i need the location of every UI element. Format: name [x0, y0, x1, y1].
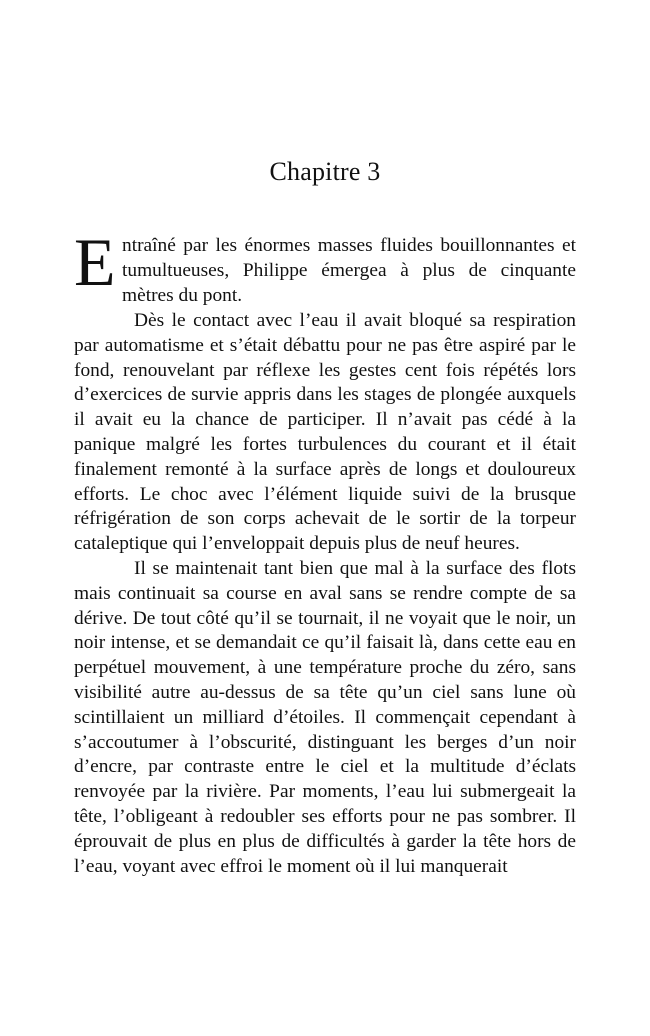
drop-cap-letter: E — [74, 224, 116, 300]
body-paragraph-2: Il se maintenait tant bien que mal à la surface des flots mais continuait sa course en aval sans se rendre compte de sa dérive. De tout côté qu’il se tournait, il ne voyait que le noir, un noir intense, et se demandait ce qu’il faisait là, dans cette eau en perpétuel mouvement, à une température proche du zéro, sans visibilité autre au-dessus de sa tête qu’un ciel sans lune où scintillaient un milliard d’étoiles. Il commençait cependant à s’accoutumer à l’obscurité, distinguant les berges d’un noir d’encre, par contraste entre le ciel et la multitude d’éclats renvoyée par la rivière. Par moments, l’eau lui submergeait la tête, l’obligeant à redoubler ses efforts pour ne pas sombrer. Il éprouvait de plus en plus de difficultés à garder la tête hors de l’eau, voyant avec effroi le moment où il lui manquerait — [74, 557, 576, 877]
chapter-title: Chapitre 3 — [269, 157, 381, 186]
opening-paragraph-text: ntraîné par les énormes masses fluides bouillonnantes et tumultueuses, Philippe émergea à plus de cinquante mètres du pont. — [122, 235, 576, 306]
body-paragraph-1: Dès le contact avec l’eau il avait bloqué sa respiration par automatisme et s’était débattu pour ne pas être aspiré par le fond, renouvelant par réflexe les gestes cent fois répétés lors d’exercices de survie appris dans les stages de plongée auxquels il avait eu la chance de participer. Il n’avait pas cédé à la panique malgré les fortes turbulences du courant et il était finalement remonté à la surface après de longs et douloureux efforts. Le choc avec l’élément liquide suivi de la brusque réfrigération de son corps achevait de le sortir de la torpeur cataleptique qui l’enveloppait depuis plus de neuf heures. — [74, 310, 576, 555]
chapter-body — [74, 309, 576, 879]
opening-paragraph — [74, 224, 576, 308]
